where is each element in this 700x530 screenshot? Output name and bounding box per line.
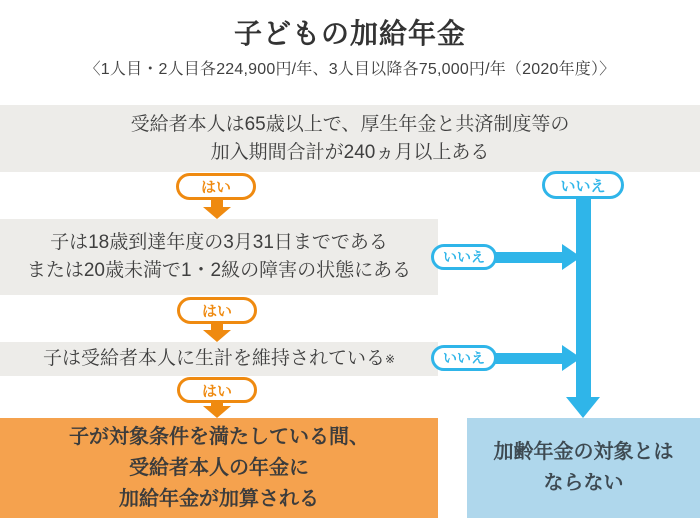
condition-box-livelihood: 子は受給者本人に生計を維持されている ※: [0, 342, 438, 376]
result-box-eligible: [0, 418, 438, 518]
no-arrow-right-2-arrowhead-icon: [562, 244, 581, 270]
yes-pill-3: はい: [177, 377, 257, 403]
result-negative-line-1: 加齢年金の対象とは: [493, 441, 674, 463]
yes-arrow-down-2-icon: [203, 322, 231, 342]
page-title: 子どもの加給年金: [233, 18, 466, 49]
result-positive-line-1: 子が対象条件を満たしている間、: [69, 425, 369, 448]
condition-3-text: 子は受給者本人に生計を維持されている: [42, 348, 385, 369]
condition-box-child-age: [0, 219, 438, 295]
condition-1-line-1: 受給者本人は65歳以上で、厚生年金と共済制度等の: [130, 113, 570, 135]
no-arrow-right-3-stem: [495, 353, 562, 364]
no-pill-3: いいえ: [431, 345, 497, 371]
condition-2-line-1: 子は18歳到達年度の3月31日までである: [50, 232, 388, 253]
no-arrow-right-3-arrowhead-icon: [562, 345, 581, 371]
no-arrow-right-2-stem: [495, 252, 562, 263]
no-pill-1: いいえ: [542, 171, 624, 199]
page-subtitle: 〈1人目・2人目各224,900円/年、3人目以降各75,000円/年（2020年度）〉: [84, 61, 616, 78]
yes-pill-1: はい: [176, 173, 256, 200]
no-pill-2: いいえ: [431, 244, 497, 270]
no-branch-arrowhead-down-icon: [566, 397, 600, 418]
result-box-not-eligible: [467, 418, 700, 518]
condition-2-line-2: または20歳未満で1・2級の障害の状態にある: [26, 260, 412, 281]
yes-arrow-down-1-icon: [203, 199, 231, 219]
condition-1-line-2: 加入期間合計が240ヵ月以上ある: [210, 141, 490, 163]
result-positive-line-3: 加給年金が加算される: [119, 487, 319, 510]
yes-pill-2: はい: [177, 297, 257, 324]
result-negative-line-2: ならない: [543, 472, 624, 494]
result-positive-line-2: 受給者本人の年金に: [129, 456, 309, 479]
condition-box-age-enrollment: [0, 105, 700, 172]
